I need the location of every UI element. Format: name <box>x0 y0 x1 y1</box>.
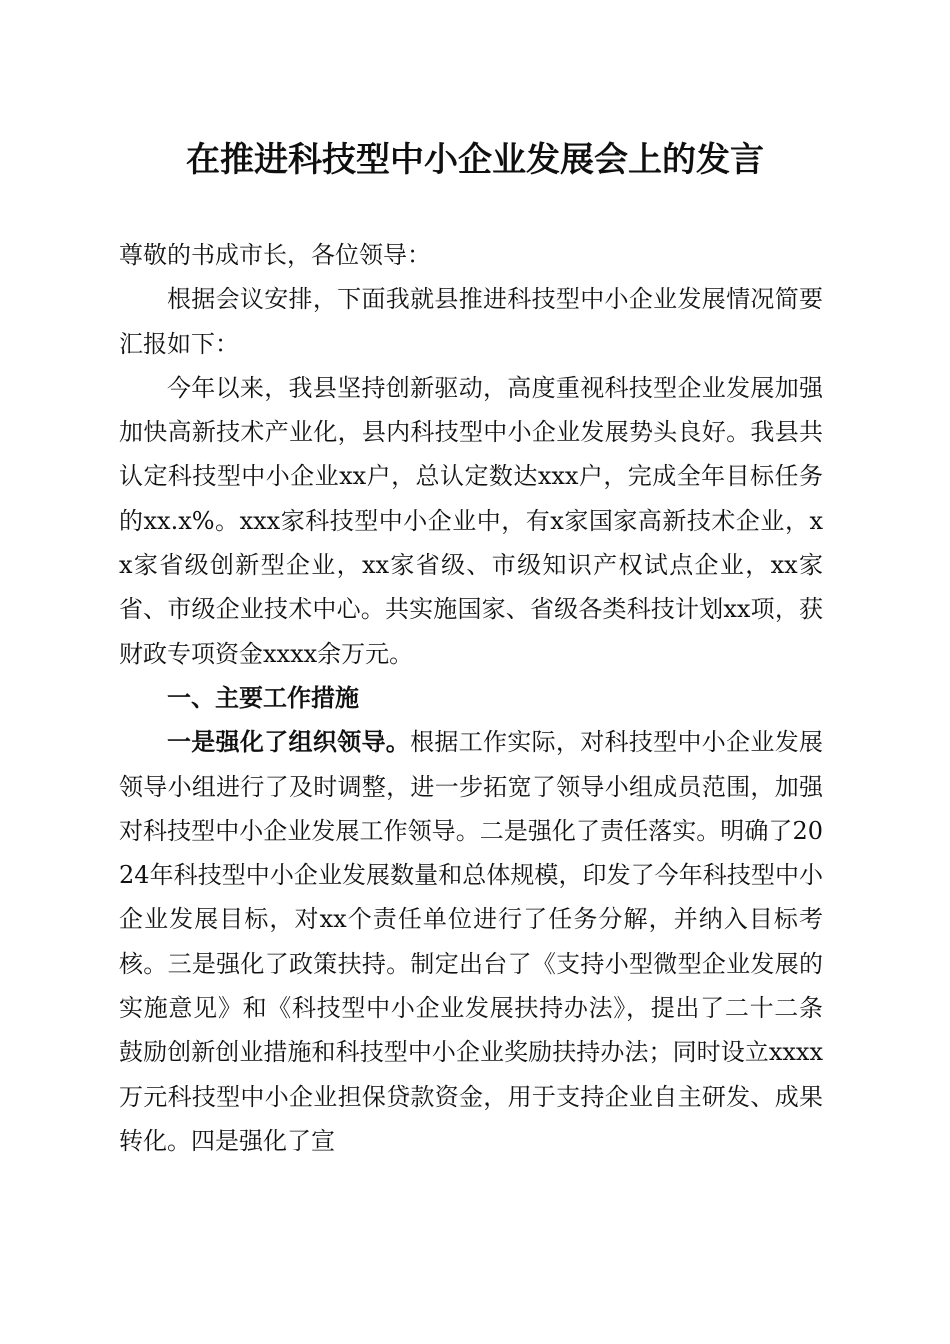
salutation: 尊敬的书成市长，各位领导： <box>119 241 431 269</box>
paragraph-measures-text: 根据工作实际，对科技型中小企业发展领导小组进行了及时调整，进一步拓宽了领导小组成员范围，加强对科技型中小企业发展工作领导。二是强化了责任落实。明确了2024年科技型中小企业发展数量和总体规模，印发了今年科技型中小企业发展目标，对xx个责任单位进行了任务分解，并纳入目标考核。三是强化了政策扶持。制定出台了《支持小型微型企业发展的实施意见》和《科技型中小企业发展扶持办法》，提出了二十二条鼓励创新创业措施和科技型中小企业奖励扶持办法；同时设立xxxx万元科技型中小企业担保贷款资金，用于支持企业自主研发、成果转化。四是强化了宣 <box>119 728 824 1155</box>
paragraph-overview: 今年以来，我县坚持创新驱动，高度重视科技型企业发展加强加快高新技术产业化，县内科技型中小企业发展势头良好。我县共认定科技型中小企业xx户，总认定数达xxx户，完成全年目标任务的xx.x%。xxx家科技型中小企业中，有x家国家高新技术企业，xx家省级创新型企业，xx家省级、市级知识产权试点企业，xx家省、市级企业技术中心。共实施国家、省级各类科技计划xx项，获财政专项资金xxxx余万元。 <box>119 373 823 668</box>
document-title: 在推进科技型中小企业发展会上的发言 <box>186 140 764 180</box>
section-heading: 一、主要工作措施 <box>167 683 359 712</box>
document-body <box>119 233 823 1163</box>
paragraph-measures <box>119 720 823 1163</box>
paragraph-intro: 根据会议安排，下面我就县推进科技型中小企业发展情况简要汇报如下： <box>119 285 823 358</box>
paragraph-lead: 一是强化了组织领导。 <box>167 727 411 757</box>
